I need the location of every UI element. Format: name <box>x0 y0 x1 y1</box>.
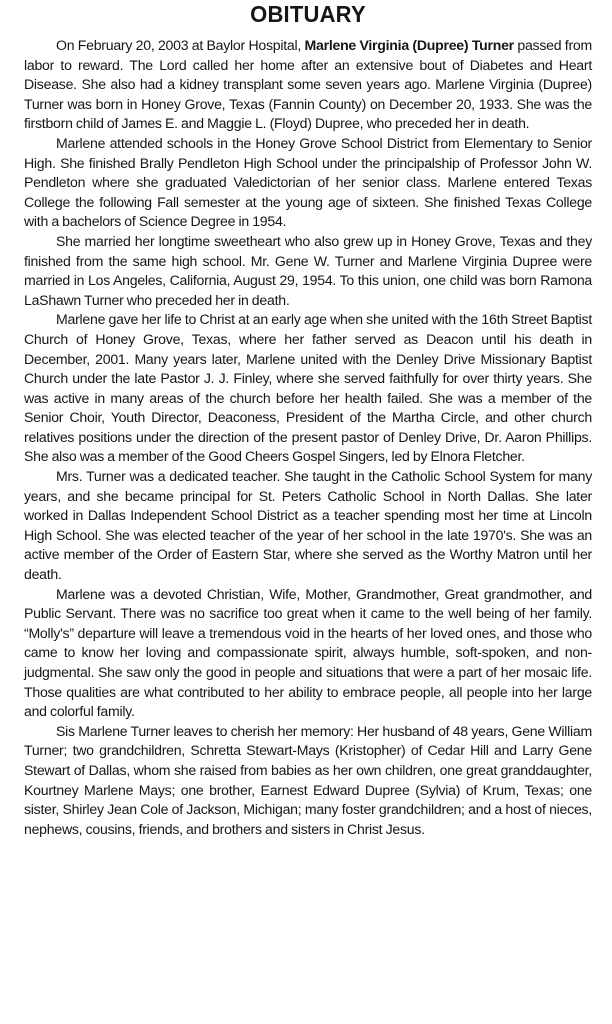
paragraph-marriage: She married her longtime sweetheart who also grew up in Honey Grove, Texas and they finished from the same high school. Mr. Gene W. Turner and Marlene Virginia Dupree were married in Los Angeles, California, August 29, 1954. To this union, one child was born Ramona LaShawn Turner who preceded her in death. <box>24 232 592 308</box>
paragraph-career: Mrs. Turner was a dedicated teacher. She taught in the Catholic School System for many years, and she became principal for St. Peters Catholic School in North Dallas. She later worked in Dallas Independent School District as a teacher spending most her time at Lincoln High School. She was elected teacher of the year of her school in the late 1970's. She was an active member of the Order of Eastern Star, where she served as the Worthy Matron until her death. <box>24 468 592 583</box>
paragraph-education: Marlene attended schools in the Honey Grove School District from Elementary to Senior High. She finished Brally Pendleton High School under the principalship of Professor John W. Pendleton where she graduated Valedictorian of her senior class. Marlene entered Texas College the following Fall semester at the young age of sixteen. She finished Texas College with a bachelors of Science Degree in 1954. <box>24 134 592 230</box>
paragraph-survivors: Sis Marlene Turner leaves to cherish her memory: Her husband of 48 years, Gene William Turner; two grandchildren, Schretta Stewart-Mays (Kristopher) of Cedar Hill and Larry Gene Stewart of Dallas, whom she raised from babies as her own children, one great granddaughter, Kourtney Marlene Mays; one brother, Earnest Edward Dupree (Sylvia) of Krum, Texas; one sister, Shirley Jean Cole of Jackson, Michigan; many foster grandchildren; and a host of nieces, nephews, cousins, friends, and brothers and sisters in Christ Jesus. <box>24 722 592 837</box>
paragraph-character: Marlene was a devoted Christian, Wife, Mother, Grandmother, Great grandmother, and Public Servant. There was no sacrifice too great when it came to the well being of her family. “Molly's” departure will leave a tremendous void in the hearts of her loved ones, and those who came to know her loving and compassionate spirit, always humble, soft-spoken, and non-judgmental. She saw only the good in people and situations that were a part of her mosaic life. Those qualities are what contributed to her ability to embrace people, all people into her large and colorful family. <box>24 585 592 720</box>
deceased-name: Marlene Virginia (Dupree) Turner <box>304 37 514 53</box>
paragraph-church: Marlene gave her life to Christ at an early age when she united with the 16th Street Baptist Church of Honey Grove, Texas, where her father served as Deacon until his death in December, 2001. Many years later, Marlene united with the Denley Drive Missionary Baptist Church under the late Pastor J. J. Finley, where she served faithfully for over thirty years. She was active in many areas of the church before her health failed. She was a member of the Senior Choir, Youth Director, Deaconess, President of the Martha Circle, and other church relatives positions under the direction of the present pastor of Denley Drive, Dr. Aaron Phillips. She also was a member of the Good Cheers Gospel Singers, led by Elnora Fletcher. <box>24 311 592 465</box>
paragraph-announcement <box>24 36 592 134</box>
paragraph-rest: passed from labor to reward. The Lord called her home after an extensive bout of Diabetes and Heart Disease. She also had a kidney transplant some seven years ago. Marlene Virginia (Dupree) Turner was born in Honey Grove, Texas (Fannin County) on December 20, 1933. She was the firstborn child of James E. and Maggie L. (Floyd) Dupree, who preceded her in death. <box>24 37 592 132</box>
paragraph-lead: On February 20, 2003 at Baylor Hospital, <box>56 37 305 53</box>
obituary-body <box>24 36 592 839</box>
page-title: OBITUARY <box>250 1 366 28</box>
